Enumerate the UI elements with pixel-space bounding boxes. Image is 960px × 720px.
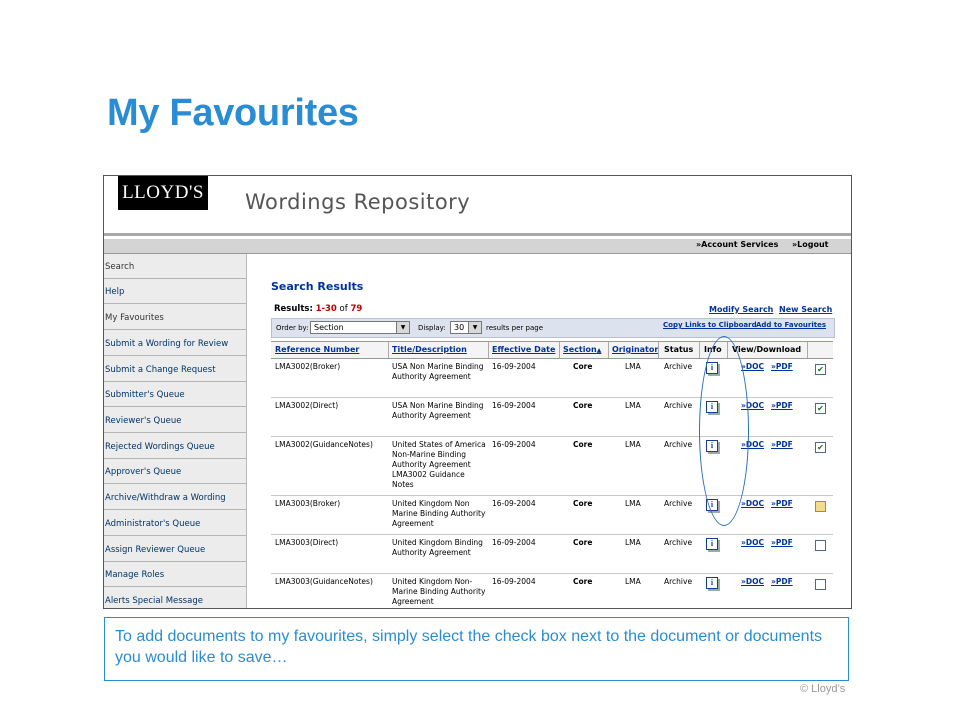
sidebar-item-submit-change[interactable]: Submit a Change Request [104, 357, 246, 382]
sidebar-item-administrators-queue[interactable]: Administrator's Queue [104, 511, 246, 536]
sidebar-item-manage-roles[interactable]: Manage Roles [104, 562, 246, 587]
originator-value: LMA [625, 577, 641, 586]
nav-bar [104, 239, 851, 254]
col-divider [488, 342, 489, 358]
results-total: 79 [350, 304, 363, 314]
col-info: Info [704, 345, 722, 354]
doc-download-link[interactable]: »DOC [741, 499, 764, 508]
pdf-download-link[interactable]: »PDF [771, 440, 793, 449]
effective-date: 16-09-2004 [492, 440, 536, 449]
search-results-heading: Search Results [271, 280, 364, 293]
info-icon[interactable]: i [706, 577, 718, 589]
col-divider [658, 342, 659, 358]
top-divider [104, 233, 851, 236]
status-value: Archive [664, 577, 693, 586]
section-value: Core [573, 499, 593, 508]
status-value: Archive [664, 440, 693, 449]
section-value: Core [573, 362, 593, 371]
reference-number: LMA3002(Direct) [275, 401, 339, 410]
doc-download-link[interactable]: »DOC [741, 440, 764, 449]
title-description: United Kingdom Non Marine Binding Authority Agreement [392, 499, 486, 528]
main-content [247, 254, 851, 608]
favourite-checkbox[interactable] [815, 540, 826, 551]
originator-value: LMA [625, 499, 641, 508]
col-section[interactable] [563, 345, 601, 354]
info-icon[interactable]: i [706, 440, 718, 452]
col-divider [807, 342, 808, 358]
originator-value: LMA [625, 401, 641, 410]
favourite-checkbox[interactable]: ✔ [815, 403, 826, 414]
pdf-download-link[interactable]: »PDF [771, 362, 793, 371]
effective-date: 16-09-2004 [492, 401, 536, 410]
lloyds-logo: LLOYD'S [118, 176, 208, 210]
originator-value: LMA [625, 362, 641, 371]
results-range: 1-30 [315, 304, 337, 314]
reference-number: LMA3002(Broker) [275, 362, 341, 371]
pdf-download-link[interactable]: »PDF [771, 499, 793, 508]
col-section-label: Section [563, 345, 597, 354]
status-value: Archive [664, 362, 693, 371]
favourite-checkbox[interactable]: ✔ [815, 364, 826, 375]
results-count [274, 304, 362, 314]
effective-date: 16-09-2004 [492, 577, 536, 586]
favourite-checkbox[interactable] [815, 501, 826, 512]
reference-number: LMA3003(GuidanceNotes) [275, 577, 373, 586]
per-page-label: results per page [486, 324, 544, 332]
col-divider [699, 342, 700, 358]
results-label: Results: [274, 304, 313, 314]
table-row [271, 534, 833, 574]
title-description: United Kingdom Binding Authority Agreement [392, 538, 483, 557]
status-value: Archive [664, 499, 693, 508]
reference-number: LMA3003(Direct) [275, 538, 339, 547]
sidebar-item-my-favourites[interactable]: My Favourites [104, 305, 246, 330]
app-name: Wordings Repository [245, 190, 471, 214]
title-description: USA Non Marine Binding Authority Agreement [392, 401, 484, 420]
info-icon[interactable]: i [706, 401, 718, 413]
chevron-down-icon: ▼ [468, 322, 481, 333]
effective-date: 16-09-2004 [492, 499, 536, 508]
new-search-link[interactable]: New Search [779, 305, 833, 314]
title-description: United States of America Non-Marine Binding Authority Agreement LMA3002 Guidance Notes [392, 440, 486, 489]
col-title[interactable]: Title/Description [392, 345, 467, 354]
slide-title: My Favourites [107, 92, 359, 134]
section-value: Core [573, 440, 593, 449]
info-icon[interactable]: i [706, 499, 718, 511]
results-of: of [339, 304, 348, 314]
col-originator[interactable]: Originator [612, 345, 659, 354]
display-value: 30 [454, 323, 465, 332]
table-row [271, 495, 833, 535]
table-header [271, 341, 833, 359]
title-description: United Kingdom Non-Marine Binding Authority Agreement [392, 577, 486, 606]
col-reference[interactable]: Reference Number [275, 345, 360, 354]
section-value: Core [573, 577, 593, 586]
col-divider [388, 342, 389, 358]
col-divider [608, 342, 609, 358]
reference-number: LMA3002(GuidanceNotes) [275, 440, 373, 449]
info-icon[interactable]: i [706, 538, 718, 550]
favourite-checkbox[interactable] [815, 579, 826, 590]
table-row [271, 573, 833, 609]
effective-date: 16-09-2004 [492, 362, 536, 371]
doc-download-link[interactable]: »DOC [741, 401, 764, 410]
sidebar-item-alerts[interactable]: Alerts Special Message [104, 588, 246, 609]
display-label: Display: [418, 324, 446, 332]
section-value: Core [573, 401, 593, 410]
sidebar-item-reviewers-queue[interactable]: Reviewer's Queue [104, 408, 246, 433]
reference-number: LMA3003(Broker) [275, 499, 341, 508]
order-by-label: Order by: [276, 324, 309, 332]
sidebar-item-help[interactable]: Help [104, 279, 246, 304]
status-value: Archive [664, 401, 693, 410]
col-effective-date[interactable]: Effective Date [492, 345, 556, 354]
sidebar [104, 254, 247, 608]
copyright: © Lloyd’s [800, 683, 846, 695]
pdf-download-link[interactable]: »PDF [771, 401, 793, 410]
sidebar-item-rejected-queue[interactable]: Rejected Wordings Queue [104, 434, 246, 459]
col-view-download: View/Download [732, 345, 802, 354]
col-divider [559, 342, 560, 358]
doc-download-link[interactable]: »DOC [741, 362, 764, 371]
account-services-link[interactable]: »Account Services [696, 240, 779, 249]
logout-link[interactable]: »Logout [792, 240, 829, 249]
order-by-value: Section [314, 323, 344, 332]
originator-value: LMA [625, 440, 641, 449]
highlight-oval [699, 336, 749, 526]
sidebar-item-search[interactable]: Search [104, 254, 246, 279]
pdf-download-link[interactable]: »PDF [771, 577, 793, 586]
sidebar-item-assign-reviewer[interactable]: Assign Reviewer Queue [104, 537, 246, 562]
sort-asc-icon: ▲ [596, 347, 602, 354]
info-icon[interactable]: i [706, 362, 718, 374]
display-select[interactable] [450, 321, 482, 334]
sidebar-item-approvers-queue[interactable]: Approver's Queue [104, 459, 246, 484]
order-by-select[interactable] [310, 321, 410, 334]
copy-links-link[interactable]: Copy Links to Clipboard [663, 321, 757, 329]
doc-download-link[interactable]: »DOC [741, 538, 764, 547]
modify-search-link[interactable]: Modify Search [709, 305, 774, 314]
status-value: Archive [664, 538, 693, 547]
table-row [271, 358, 833, 398]
sidebar-item-submit-wording[interactable]: Submit a Wording for Review [104, 331, 246, 356]
chevron-down-icon: ▼ [396, 322, 409, 333]
effective-date: 16-09-2004 [492, 538, 536, 547]
instruction-note: To add documents to my favourites, simply select the check box next to the document or documents you would like to save… [104, 617, 849, 681]
add-favourites-link[interactable]: Add to Favourites [756, 321, 827, 329]
pdf-download-link[interactable]: »PDF [771, 538, 793, 547]
title-description: USA Non Marine Binding Authority Agreement [392, 362, 484, 381]
col-status: Status [664, 345, 694, 354]
sidebar-item-archive-withdraw[interactable]: Archive/Withdraw a Wording [104, 485, 246, 510]
favourite-checkbox[interactable]: ✔ [815, 442, 826, 453]
options-bar [271, 318, 835, 338]
sidebar-item-submitters-queue[interactable]: Submitter's Queue [104, 382, 246, 407]
section-value: Core [573, 538, 593, 547]
doc-download-link[interactable]: »DOC [741, 577, 764, 586]
originator-value: LMA [625, 538, 641, 547]
